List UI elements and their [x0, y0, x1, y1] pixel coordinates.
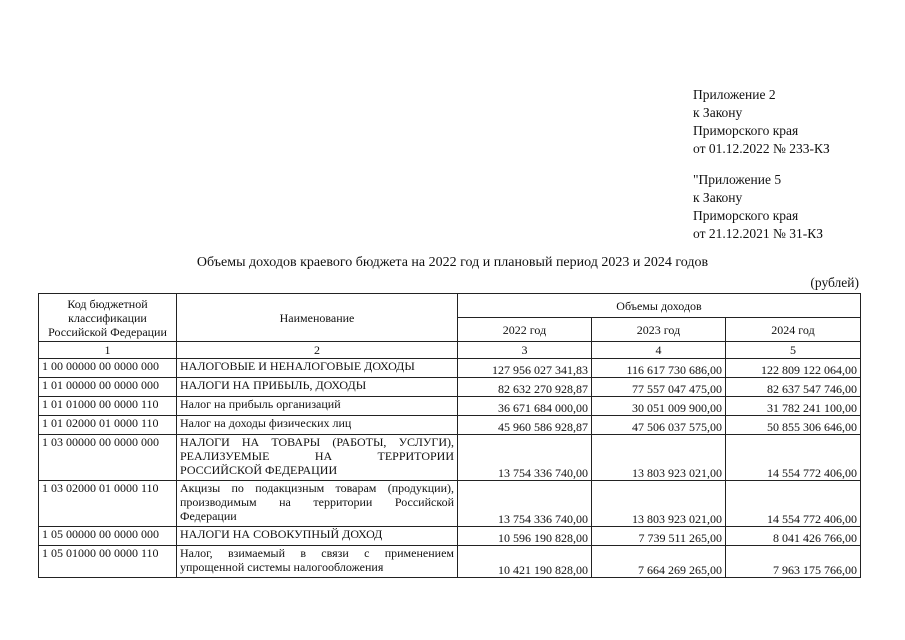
- header-2024: 2024 год: [726, 318, 861, 342]
- row-value-2022: 82 632 270 928,87: [458, 378, 592, 397]
- header-2023: 2023 год: [592, 318, 726, 342]
- table-row: [39, 397, 861, 416]
- header-2022: 2022 год: [458, 318, 592, 342]
- column-number: 2: [177, 342, 458, 359]
- row-value-2023: 7 739 511 265,00: [592, 527, 726, 546]
- row-value-2024: 122 809 122 064,00: [726, 359, 861, 378]
- table-row: [39, 546, 861, 578]
- header-volumes: Объемы доходов: [458, 294, 861, 318]
- row-name: НАЛОГОВЫЕ И НЕНАЛОГОВЫЕ ДОХОДЫ: [177, 359, 458, 378]
- header-name: Наименование: [177, 294, 458, 342]
- table-row: [39, 527, 861, 546]
- column-number: 4: [592, 342, 726, 359]
- row-code: 1 05 01000 00 0000 110: [39, 546, 177, 578]
- table-row: [39, 435, 861, 481]
- row-name: Налог на доходы физических лиц: [177, 416, 458, 435]
- table-row: [39, 378, 861, 397]
- row-value-2024: 14 554 772 406,00: [726, 481, 861, 527]
- row-value-2024: 50 855 306 646,00: [726, 416, 861, 435]
- row-value-2023: 13 803 923 021,00: [592, 481, 726, 527]
- annex-amended-line1: "Приложение 5: [693, 172, 782, 187]
- row-name: Налог, взимаемый в связи с применением упрощенной системы налогообложения: [177, 546, 458, 578]
- column-number-row: [39, 342, 861, 359]
- row-code: 1 01 01000 00 0000 110: [39, 397, 177, 416]
- annex-current-line2: к Закону: [693, 105, 743, 120]
- annex-amended-line3: Приморского края: [693, 208, 799, 223]
- row-value-2022: 10 596 190 828,00: [458, 527, 592, 546]
- row-name: Акцизы по подакцизным товарам (продукции), производимым на территории Российской Федерации: [177, 481, 458, 527]
- annex-amended-line4: от 21.12.2021 № 31-КЗ: [693, 226, 823, 241]
- column-number: 5: [726, 342, 861, 359]
- row-value-2023: 77 557 047 475,00: [592, 378, 726, 397]
- row-value-2024: 7 963 175 766,00: [726, 546, 861, 578]
- row-name: НАЛОГИ НА ТОВАРЫ (РАБОТЫ, УСЛУГИ), РЕАЛИЗУЕМЫЕ НА ТЕРРИТОРИИ РОССИЙСКОЙ ФЕДЕРАЦИИ: [177, 435, 458, 481]
- units-label: (рублей): [810, 275, 859, 290]
- row-value-2023: 47 506 037 575,00: [592, 416, 726, 435]
- column-number: 1: [39, 342, 177, 359]
- row-code: 1 05 00000 00 0000 000: [39, 527, 177, 546]
- row-value-2022: 10 421 190 828,00: [458, 546, 592, 578]
- row-value-2022: 45 960 586 928,87: [458, 416, 592, 435]
- row-value-2024: 8 041 426 766,00: [726, 527, 861, 546]
- annex-current-block: [693, 86, 830, 158]
- row-name: НАЛОГИ НА СОВОКУПНЫЙ ДОХОД: [177, 527, 458, 546]
- table-header-row: [39, 294, 861, 318]
- row-value-2024: 82 637 547 746,00: [726, 378, 861, 397]
- row-code: 1 01 02000 01 0000 110: [39, 416, 177, 435]
- row-code: 1 03 02000 01 0000 110: [39, 481, 177, 527]
- row-code: 1 01 00000 00 0000 000: [39, 378, 177, 397]
- row-code: 1 03 00000 00 0000 000: [39, 435, 177, 481]
- row-value-2023: 13 803 923 021,00: [592, 435, 726, 481]
- row-value-2024: 14 554 772 406,00: [726, 435, 861, 481]
- table-row: [39, 359, 861, 378]
- row-value-2023: 7 664 269 265,00: [592, 546, 726, 578]
- row-value-2022: 13 754 336 740,00: [458, 435, 592, 481]
- annex-current-line4: от 01.12.2022 № 233-КЗ: [693, 141, 830, 156]
- table-row: [39, 416, 861, 435]
- row-value-2023: 116 617 730 686,00: [592, 359, 726, 378]
- row-value-2024: 31 782 241 100,00: [726, 397, 861, 416]
- header-code: Код бюджетной классификации Российской Федерации: [39, 294, 177, 342]
- row-value-2022: 36 671 684 000,00: [458, 397, 592, 416]
- table-row: [39, 481, 861, 527]
- row-value-2022: 127 956 027 341,83: [458, 359, 592, 378]
- row-code: 1 00 00000 00 0000 000: [39, 359, 177, 378]
- annex-amended-line2: к Закону: [693, 190, 743, 205]
- annex-amended-block: [693, 171, 823, 243]
- row-name: Налог на прибыль организаций: [177, 397, 458, 416]
- row-name: НАЛОГИ НА ПРИБЫЛЬ, ДОХОДЫ: [177, 378, 458, 397]
- row-value-2023: 30 051 009 900,00: [592, 397, 726, 416]
- row-value-2022: 13 754 336 740,00: [458, 481, 592, 527]
- column-number: 3: [458, 342, 592, 359]
- annex-current-line1: Приложение 2: [693, 87, 776, 102]
- document-title: Объемы доходов краевого бюджета на 2022 год и плановый период 2023 и 2024 годов: [196, 255, 709, 270]
- annex-current-line3: Приморского края: [693, 123, 799, 138]
- budget-table: [38, 293, 861, 578]
